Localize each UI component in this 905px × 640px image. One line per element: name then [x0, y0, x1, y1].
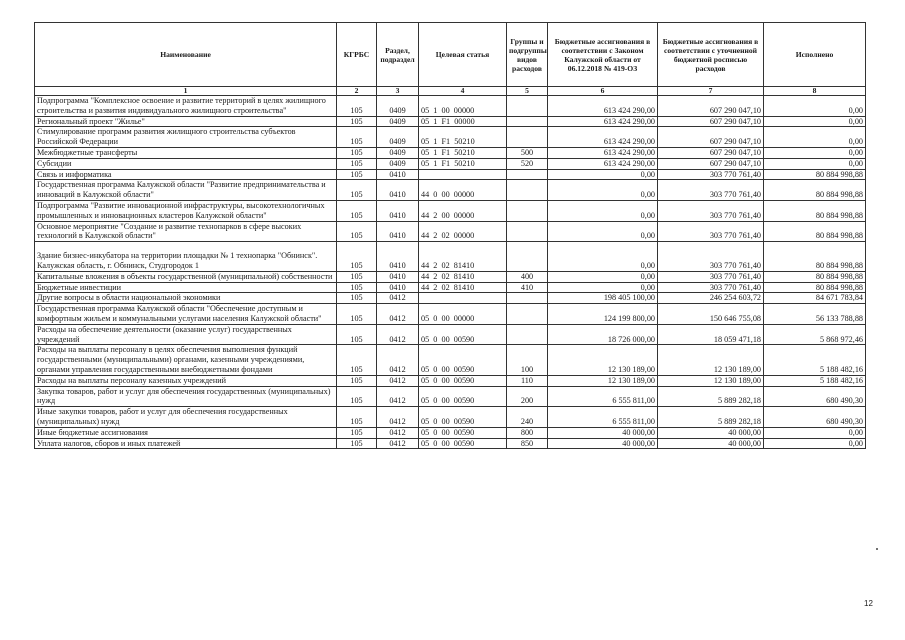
row-section: 0412 — [377, 407, 419, 428]
page-number: 12 — [864, 599, 873, 608]
row-plan-allocation: 607 290 047,10 — [658, 116, 764, 127]
table-row — [35, 345, 866, 375]
header-target: Целевая статья — [419, 23, 507, 87]
table-row — [35, 427, 866, 438]
row-kgrbs: 105 — [337, 345, 377, 375]
row-group — [507, 180, 548, 201]
row-plan-allocation: 607 290 047,10 — [658, 127, 764, 148]
row-law-allocation: 124 199 800,00 — [548, 304, 658, 325]
row-name: Основное мероприятие "Создание и развитие технопарков в сфере высоких технологий в Калужской области" — [35, 221, 337, 242]
row-kgrbs: 105 — [337, 427, 377, 438]
row-plan-allocation: 303 770 761,40 — [658, 271, 764, 282]
row-section: 0410 — [377, 180, 419, 201]
row-section: 0410 — [377, 200, 419, 221]
row-target — [419, 293, 507, 304]
row-target: 05 1 00 00000 — [419, 96, 507, 117]
row-kgrbs: 105 — [337, 200, 377, 221]
scan-speck — [876, 548, 878, 550]
row-target: 05 0 00 00590 — [419, 438, 507, 449]
row-group — [507, 242, 548, 272]
row-executed: 0,00 — [764, 147, 866, 158]
row-plan-allocation: 303 770 761,40 — [658, 242, 764, 272]
row-kgrbs: 105 — [337, 271, 377, 282]
row-target: 05 0 00 00590 — [419, 345, 507, 375]
table-row — [35, 158, 866, 169]
row-executed: 0,00 — [764, 438, 866, 449]
row-law-allocation: 613 424 290,00 — [548, 96, 658, 117]
header-executed: Исполнено — [764, 23, 866, 87]
row-group — [507, 127, 548, 148]
row-kgrbs: 105 — [337, 158, 377, 169]
row-kgrbs: 105 — [337, 304, 377, 325]
row-executed: 5 868 972,46 — [764, 324, 866, 345]
row-section: 0412 — [377, 324, 419, 345]
row-law-allocation: 0,00 — [548, 221, 658, 242]
row-law-allocation: 6 555 811,00 — [548, 407, 658, 428]
row-plan-allocation: 607 290 047,10 — [658, 158, 764, 169]
row-law-allocation: 0,00 — [548, 169, 658, 180]
row-section: 0409 — [377, 116, 419, 127]
row-name: Государственная программа Калужской области "Обеспечение доступным и комфортным жильем и коммунальными услугами населения Калужской области" — [35, 304, 337, 325]
row-target: 44 2 00 00000 — [419, 200, 507, 221]
row-plan-allocation: 150 646 755,08 — [658, 304, 764, 325]
row-name: Капитальные вложения в объекты государственной (муниципальной) собственности — [35, 271, 337, 282]
row-group: 200 — [507, 386, 548, 407]
row-target: 44 2 02 81410 — [419, 282, 507, 293]
header-kgrbs: КГРБС — [337, 23, 377, 87]
table-row — [35, 169, 866, 180]
table-row — [35, 304, 866, 325]
row-executed: 56 133 788,88 — [764, 304, 866, 325]
column-number: 4 — [419, 87, 507, 96]
row-name: Расходы на выплаты персоналу казенных учреждений — [35, 375, 337, 386]
column-number: 6 — [548, 87, 658, 96]
row-law-allocation: 613 424 290,00 — [548, 158, 658, 169]
row-plan-allocation: 12 130 189,00 — [658, 375, 764, 386]
row-executed: 80 884 998,88 — [764, 180, 866, 201]
row-name: Стимулирование программ развития жилищного строительства субъектов Российской Федерации — [35, 127, 337, 148]
row-name: Другие вопросы в области национальной экономики — [35, 293, 337, 304]
row-target: 05 0 00 00590 — [419, 375, 507, 386]
row-law-allocation: 0,00 — [548, 242, 658, 272]
row-kgrbs: 105 — [337, 127, 377, 148]
row-target: 05 1 F1 50210 — [419, 147, 507, 158]
row-executed: 0,00 — [764, 158, 866, 169]
row-group: 100 — [507, 345, 548, 375]
column-number: 1 — [35, 87, 337, 96]
header-law-allocation: Бюджетные ассигнования в соответствии с Законом Калужской области от 06.12.2018 № 419-ОЗ — [548, 23, 658, 87]
row-executed: 80 884 998,88 — [764, 242, 866, 272]
row-section: 0410 — [377, 169, 419, 180]
row-group — [507, 221, 548, 242]
row-kgrbs: 105 — [337, 438, 377, 449]
row-executed: 0,00 — [764, 427, 866, 438]
row-law-allocation: 12 130 189,00 — [548, 345, 658, 375]
row-section: 0409 — [377, 147, 419, 158]
row-target: 44 2 02 81410 — [419, 271, 507, 282]
row-name: Иные закупки товаров, работ и услуг для обеспечения государственных (муниципальных) нужд — [35, 407, 337, 428]
row-kgrbs: 105 — [337, 293, 377, 304]
row-plan-allocation: 246 254 603,72 — [658, 293, 764, 304]
row-executed: 80 884 998,88 — [764, 271, 866, 282]
row-plan-allocation: 607 290 047,10 — [658, 147, 764, 158]
header-group: Группы и подгруппы видов расходов — [507, 23, 548, 87]
budget-table — [34, 22, 866, 449]
row-target: 05 0 00 00590 — [419, 407, 507, 428]
row-name: Региональный проект "Жилье" — [35, 116, 337, 127]
row-law-allocation: 6 555 811,00 — [548, 386, 658, 407]
table-row — [35, 407, 866, 428]
table-row — [35, 324, 866, 345]
row-section: 0410 — [377, 271, 419, 282]
row-section: 0412 — [377, 304, 419, 325]
row-section: 0412 — [377, 438, 419, 449]
row-group — [507, 96, 548, 117]
row-section: 0412 — [377, 345, 419, 375]
row-kgrbs: 105 — [337, 180, 377, 201]
row-plan-allocation: 12 130 189,00 — [658, 345, 764, 375]
header-plan-allocation: Бюджетные ассигнования в соответствии с уточненной бюджетной росписью расходов — [658, 23, 764, 87]
row-law-allocation: 0,00 — [548, 200, 658, 221]
row-plan-allocation: 18 059 471,18 — [658, 324, 764, 345]
row-plan-allocation: 303 770 761,40 — [658, 180, 764, 201]
row-group: 800 — [507, 427, 548, 438]
row-target: 44 2 02 00000 — [419, 221, 507, 242]
row-section: 0409 — [377, 96, 419, 117]
row-target: 05 1 F1 50210 — [419, 127, 507, 148]
row-group — [507, 169, 548, 180]
row-executed: 80 884 998,88 — [764, 200, 866, 221]
row-group — [507, 304, 548, 325]
row-name: Государственная программа Калужской области "Развитие предпринимательства и инноваций в Калужской области" — [35, 180, 337, 201]
table-row — [35, 96, 866, 117]
row-plan-allocation: 5 889 282,18 — [658, 407, 764, 428]
row-plan-allocation: 607 290 047,10 — [658, 96, 764, 117]
row-kgrbs: 105 — [337, 169, 377, 180]
row-target: 05 0 00 00590 — [419, 386, 507, 407]
row-name: Здание бизнес-инкубатора на территории площадки № 1 технопарка "Обнинск". Калужская область, г. Обнинск, Студгородок 1 — [35, 242, 337, 272]
row-name: Уплата налогов, сборов и иных платежей — [35, 438, 337, 449]
column-number: 8 — [764, 87, 866, 96]
row-kgrbs: 105 — [337, 407, 377, 428]
column-number-row — [35, 87, 866, 96]
row-law-allocation: 0,00 — [548, 271, 658, 282]
row-executed: 5 188 482,16 — [764, 345, 866, 375]
row-name: Субсидии — [35, 158, 337, 169]
row-law-allocation: 0,00 — [548, 180, 658, 201]
row-name: Закупка товаров, работ и услуг для обеспечения государственных (муниципальных) нужд — [35, 386, 337, 407]
row-plan-allocation: 303 770 761,40 — [658, 221, 764, 242]
row-name: Расходы на выплаты персоналу в целях обеспечения выполнения функций государственными (муниципальными) органами, казенными учреждениями, органами управления государственными внебюджетными фондами — [35, 345, 337, 375]
table-row — [35, 282, 866, 293]
row-executed: 680 490,30 — [764, 386, 866, 407]
row-section: 0412 — [377, 386, 419, 407]
row-kgrbs: 105 — [337, 242, 377, 272]
row-section: 0412 — [377, 375, 419, 386]
row-name: Связь и информатика — [35, 169, 337, 180]
row-section: 0412 — [377, 293, 419, 304]
row-law-allocation: 40 000,00 — [548, 438, 658, 449]
row-law-allocation: 198 405 100,00 — [548, 293, 658, 304]
row-law-allocation: 613 424 290,00 — [548, 116, 658, 127]
row-plan-allocation: 40 000,00 — [658, 438, 764, 449]
row-group — [507, 200, 548, 221]
table-row — [35, 242, 866, 272]
row-section: 0410 — [377, 242, 419, 272]
row-group: 400 — [507, 271, 548, 282]
table-row — [35, 438, 866, 449]
row-target — [419, 169, 507, 180]
row-executed: 5 188 482,16 — [764, 375, 866, 386]
table-row — [35, 200, 866, 221]
row-section: 0412 — [377, 427, 419, 438]
table-row — [35, 271, 866, 282]
row-executed: 680 490,30 — [764, 407, 866, 428]
row-group — [507, 116, 548, 127]
row-kgrbs: 105 — [337, 324, 377, 345]
table-body — [35, 96, 866, 449]
row-name: Бюджетные инвестиции — [35, 282, 337, 293]
row-target: 44 2 02 81410 — [419, 242, 507, 272]
row-target: 05 0 00 00000 — [419, 304, 507, 325]
row-group: 240 — [507, 407, 548, 428]
row-plan-allocation: 5 889 282,18 — [658, 386, 764, 407]
row-group: 520 — [507, 158, 548, 169]
row-section: 0409 — [377, 158, 419, 169]
row-name: Межбюджетные трансферты — [35, 147, 337, 158]
row-executed: 0,00 — [764, 127, 866, 148]
row-group — [507, 293, 548, 304]
table-row — [35, 221, 866, 242]
row-law-allocation: 12 130 189,00 — [548, 375, 658, 386]
row-name: Подпрограмма "Развитие инновационной инфраструктуры, высокотехнологичных промышленных и инновационных кластеров Калужской области" — [35, 200, 337, 221]
row-group: 850 — [507, 438, 548, 449]
row-section: 0410 — [377, 221, 419, 242]
row-kgrbs: 105 — [337, 221, 377, 242]
row-group: 500 — [507, 147, 548, 158]
row-section: 0410 — [377, 282, 419, 293]
column-number: 5 — [507, 87, 548, 96]
row-plan-allocation: 303 770 761,40 — [658, 169, 764, 180]
row-plan-allocation: 40 000,00 — [658, 427, 764, 438]
row-executed: 0,00 — [764, 96, 866, 117]
header-name: Наименование — [35, 23, 337, 87]
row-target: 44 0 00 00000 — [419, 180, 507, 201]
table-row — [35, 386, 866, 407]
header-row — [35, 23, 866, 87]
row-executed: 80 884 998,88 — [764, 169, 866, 180]
row-name: Иные бюджетные ассигнования — [35, 427, 337, 438]
column-number: 7 — [658, 87, 764, 96]
row-kgrbs: 105 — [337, 282, 377, 293]
row-executed: 80 884 998,88 — [764, 221, 866, 242]
table-row — [35, 180, 866, 201]
row-group: 410 — [507, 282, 548, 293]
row-name: Подпрограмма "Комплексное освоение и развитие территорий в целях жилищного строительства и развития индивидуального жилищного строительства" — [35, 96, 337, 117]
row-kgrbs: 105 — [337, 147, 377, 158]
table-row — [35, 116, 866, 127]
row-law-allocation: 18 726 000,00 — [548, 324, 658, 345]
row-section: 0409 — [377, 127, 419, 148]
row-kgrbs: 105 — [337, 96, 377, 117]
column-number: 3 — [377, 87, 419, 96]
row-kgrbs: 105 — [337, 386, 377, 407]
row-target: 05 1 F1 50210 — [419, 158, 507, 169]
row-law-allocation: 613 424 290,00 — [548, 147, 658, 158]
row-name: Расходы на обеспечение деятельности (оказание услуг) государственных учреждений — [35, 324, 337, 345]
row-executed: 80 884 998,88 — [764, 282, 866, 293]
row-group: 110 — [507, 375, 548, 386]
column-number: 2 — [337, 87, 377, 96]
row-law-allocation: 613 424 290,00 — [548, 127, 658, 148]
row-plan-allocation: 303 770 761,40 — [658, 200, 764, 221]
header-section: Раздел, подраздел — [377, 23, 419, 87]
row-executed: 84 671 783,84 — [764, 293, 866, 304]
row-plan-allocation: 303 770 761,40 — [658, 282, 764, 293]
table-row — [35, 293, 866, 304]
row-kgrbs: 105 — [337, 375, 377, 386]
row-group — [507, 324, 548, 345]
table-row — [35, 147, 866, 158]
row-executed: 0,00 — [764, 116, 866, 127]
row-law-allocation: 0,00 — [548, 282, 658, 293]
table-row — [35, 375, 866, 386]
row-kgrbs: 105 — [337, 116, 377, 127]
row-target: 05 0 00 00590 — [419, 324, 507, 345]
row-law-allocation: 40 000,00 — [548, 427, 658, 438]
row-target: 05 0 00 00590 — [419, 427, 507, 438]
row-target: 05 1 F1 00000 — [419, 116, 507, 127]
table-row — [35, 127, 866, 148]
